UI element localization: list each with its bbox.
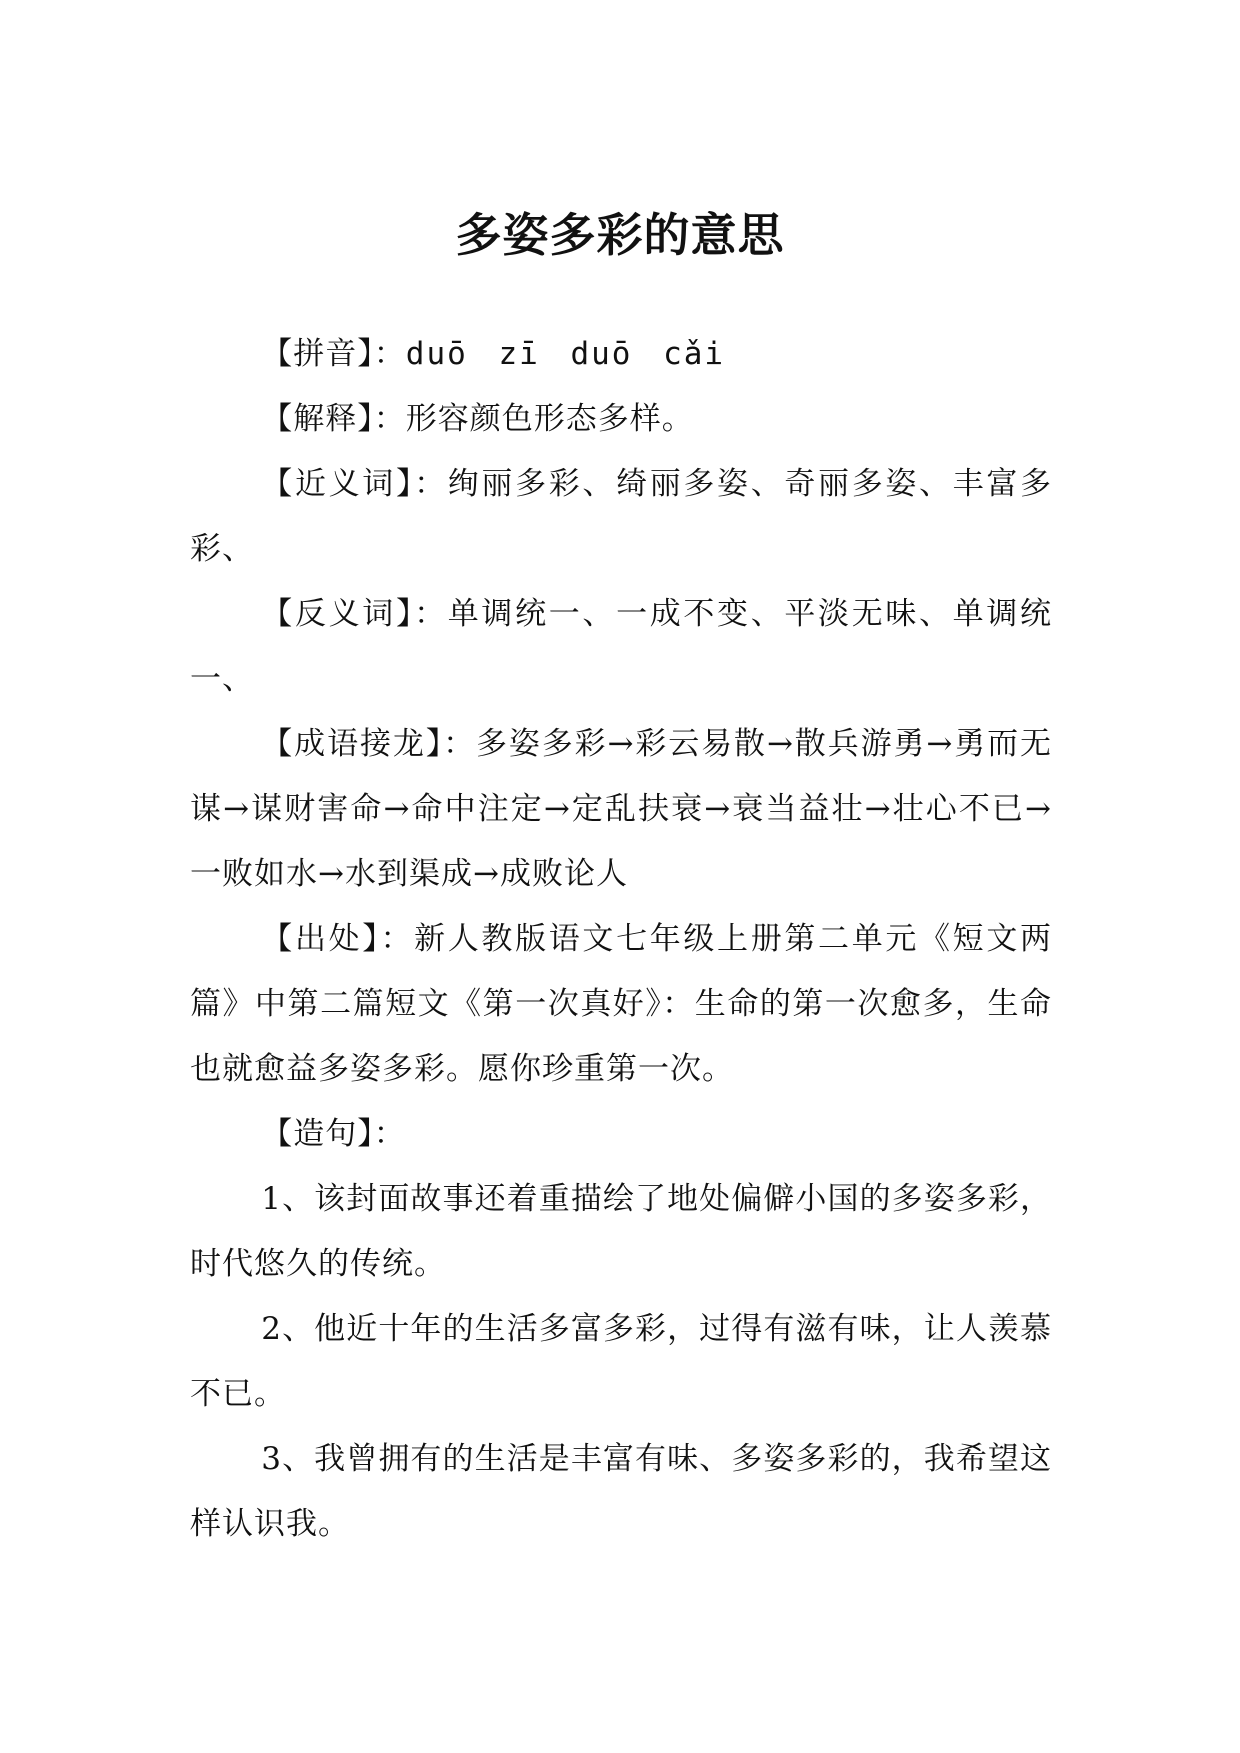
antonyms-paragraph	[190, 582, 1052, 712]
antonyms-value: 单调统一、一成不变、平淡无味、单调统一、	[190, 596, 1053, 697]
pinyin-paragraph	[190, 322, 1052, 387]
sentence-item: 3、我曾拥有的生活是丰富有味、多姿多彩的，我希望这样认识我。	[190, 1441, 1052, 1542]
pinyin-value: duō zī duō cǎi	[405, 336, 726, 372]
sentence-item: 2、他近十年的生活多富多彩，过得有滋有味，让人羡慕不已。	[190, 1311, 1052, 1412]
idiom-chain-paragraph	[190, 712, 1052, 907]
explanation-paragraph	[190, 387, 1052, 452]
document-body	[190, 322, 1052, 1557]
synonyms-value: 绚丽多彩、绮丽多姿、奇丽多姿、丰富多彩、	[190, 466, 1053, 567]
source-value: 新人教版语文七年级上册第二单元《短文两篇》中第二篇短文《第一次真好》：生命的第一次愈多，生命也就愈益多姿多彩。愿你珍重第一次。	[190, 921, 1053, 1087]
idiom-chain-label: 【成语接龙】：	[261, 726, 476, 762]
idiom-chain-value: 多姿多彩→彩云易散→散兵游勇→勇而无谋→谋财害命→命中注定→定乱扶衰→衰当益壮→壮心不已→一败如水→水到渠成→成败论人	[190, 726, 1052, 892]
explanation-value: 形容颜色形态多样。	[405, 401, 694, 437]
source-paragraph	[190, 907, 1052, 1102]
pinyin-label: 【拼音】：	[261, 336, 406, 372]
sentence-item: 1、该封面故事还着重描绘了地处偏僻小国的多姿多彩，时代悠久的传统。	[190, 1181, 1052, 1282]
explanation-label: 【解释】：	[261, 401, 406, 437]
antonyms-label: 【反义词】：	[261, 596, 448, 632]
synonyms-label: 【近义词】：	[261, 466, 448, 502]
source-label: 【出处】：	[261, 921, 415, 957]
sentences-heading: 【造句】：	[261, 1116, 406, 1152]
page-title: 多姿多彩的意思	[455, 208, 785, 262]
synonyms-paragraph	[190, 452, 1052, 582]
